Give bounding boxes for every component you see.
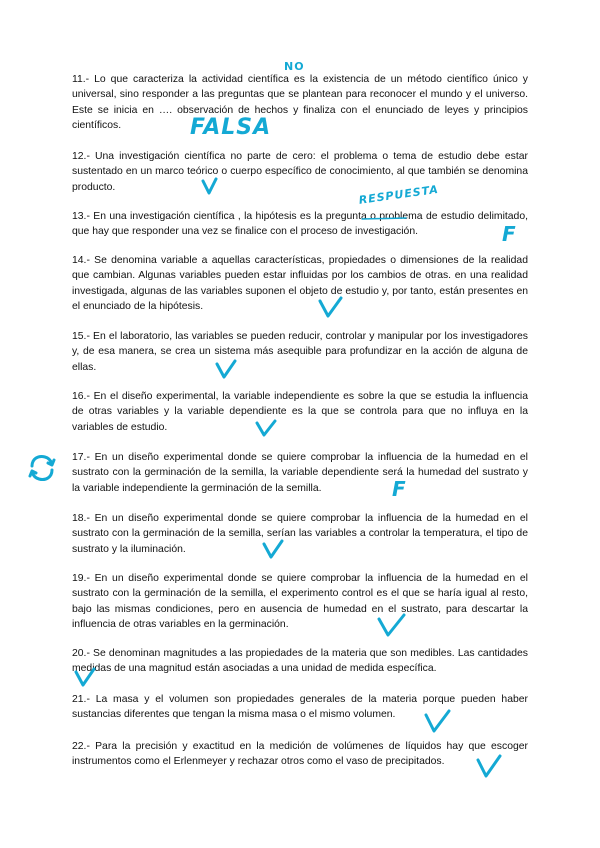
swap-arrows-icon — [26, 452, 58, 484]
question-17: 17.- En un diseño experimental donde se quiere comprobar la influencia de la humedad en el sustrato con la germinación de la semilla, la variable dependiente será la humedad del sustrato y la variable independiente la germinación de la semilla. — [72, 452, 528, 494]
question-19: 19.- En un diseño experimental donde se quiere comprobar la influencia de la humedad en el sustrato con la germinación de la semilla, el experimento control es el que se haría igual al resto, bajo las mismas condiciones, pero en ausencia de humedad en el sustrato, para descartar la influencia de otras variables en la germinación. — [72, 573, 528, 631]
check-mark-icon — [318, 297, 344, 319]
check-mark-icon — [201, 178, 219, 196]
question-15: 15.- En el laboratorio, las variables se pueden reducir, controlar y manipular por los investigadores y, de esa manera, se crea un sistema más asequible para profundizar en la acción de alguna de ellas. — [72, 331, 528, 373]
annotation-f-17: F — [392, 477, 407, 501]
check-mark-icon — [377, 614, 407, 638]
question-20: 20.- Se denominan magnitudes a las propiedades de la materia que son medibles. Las cantidades medidas de una magnitud están asociadas a una unidad de medida específica. — [72, 648, 528, 675]
question-13: 13.- En una investigación científica , la hipótesis es la pregunta o problema de estudio delimitado, que hay que responder una vez se finalice con el proceso de investigación. — [72, 211, 528, 238]
annotation-respuesta: RESPUESTA — [358, 182, 440, 207]
annotation-f-13: F — [502, 222, 517, 246]
question-18: 18.- En un diseño experimental donde se quiere comprobar la influencia de la humedad en el sustrato con la germinación de la semilla, serían las variables a controlar la temperatura, el tipo de sustrato y la iluminación. — [72, 513, 528, 555]
check-mark-icon — [424, 710, 452, 734]
check-mark-icon — [255, 420, 277, 438]
check-mark-icon — [476, 755, 502, 779]
question-21: 21.- La masa y el volumen son propiedades generales de la materia porque pueden haber sustancias diferentes que tengan la misma masa o el mismo volumen. — [72, 694, 528, 721]
question-12: 12.- Una investigación científica no parte de cero: el problema o tema de estudio debe estar sustentado en un marco teórico o cuerpo específico de conocimiento, al que también se denomina producto. — [72, 151, 528, 193]
question-22: 22.- Para la precisión y exactitud en la medición de volúmenes de líquidos hay que escoger instrumentos como el Erlenmeyer y rechazar otros como el vaso de precipitados. — [72, 741, 528, 768]
question-11: 11.- Lo que caracteriza la actividad científica es la existencia de un método científico único y universal, sino responder a las preguntas que se plantean para reconocer el mundo y el universo. Este se inicia en …. observación de hechos y finaliza con el enunciado de leyes y principios científicos. — [72, 74, 528, 132]
strikethrough-mark — [361, 216, 407, 222]
annotation-no: NO — [284, 60, 305, 73]
check-mark-icon — [262, 540, 284, 560]
check-mark-icon — [74, 668, 96, 688]
annotation-falsa: FALSA — [190, 115, 272, 140]
check-mark-icon — [215, 360, 237, 380]
question-14: 14.- Se denomina variable a aquellas características, propiedades o dimensiones de la realidad que cambian. Algunas variables pueden estar influidas por los cambios de otras. en una realidad investigada, algunas de las variables suponen el objeto de estudio y, por tanto, están presentes en el enunciado de la hipótesis. — [72, 255, 528, 313]
question-16: 16.- En el diseño experimental, la variable independiente es sobre la que se estudia la influencia de otras variables y la variable dependiente es la que se controla para que no influya en la variables de estudio. — [72, 391, 528, 433]
